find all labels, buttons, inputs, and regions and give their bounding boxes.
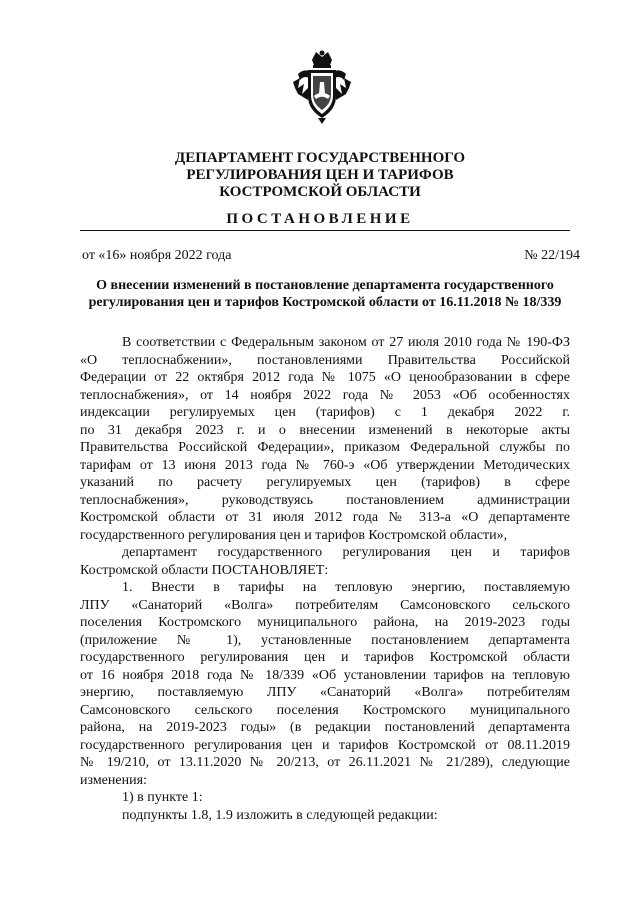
body-line: Правительства Российской Федерации», приказом Федеральной службы по	[80, 440, 570, 455]
department-name-line-3: КОСТРОМСКОЙ ОБЛАСТИ	[219, 184, 421, 200]
body-line: изменения:	[80, 772, 147, 788]
body-line: государственного регулирования цен и тарифов Костромской от 08.11.2019	[80, 737, 570, 753]
body-line: района, на 2019-2023 годы» (в редакции постановлений департамента	[80, 720, 570, 735]
body-line: Федерации от 22 октября 2012 года № 1075 «О ценообразовании в сфере	[80, 370, 570, 385]
document-number: № 22/194	[524, 248, 580, 263]
document-body	[80, 334, 570, 824]
body-line: теплоснабжения», от 14 ноября 2022 года № 2053 «Об особенностях	[80, 387, 570, 403]
body-line: тарифам от 13 июня 2013 года № 760-э «Об утверждении Методических	[80, 457, 570, 473]
body-line: указаний по расчету регулируемых цен (тарифов) в сфере	[80, 475, 570, 490]
body-line: 1) в пункте 1:	[122, 790, 203, 805]
body-line: Самсоновского сельского поселения Костромского муниципального	[80, 702, 570, 718]
subject-line-1: О внесении изменений в постановление департамента государственного	[96, 278, 554, 293]
body-line: ЛПУ «Санаторий «Волга» потребителям Самсоновского сельского	[80, 597, 570, 613]
body-line: государственного регулирования цен и тарифов Костромской области»,	[80, 527, 508, 543]
body-line: от 16 ноября 2018 года № 18/339 «Об установлении тарифов на тепловую	[80, 667, 570, 683]
body-line: Костромской области от 31 июля 2012 года № 313-а «О департаменте	[80, 510, 570, 525]
body-line: «О теплоснабжении», постановлениями Правительства Российской	[80, 352, 570, 368]
department-name-line-1: ДЕПАРТАМЕНТ ГОСУДАРСТВЕННОГО	[174, 150, 466, 166]
title-underline	[80, 230, 570, 231]
body-line: поселения Костромского муниципального района, на 2019-2023 годы	[80, 615, 570, 630]
body-line: по 31 декабря 2023 г. и о внесении изменений в некоторые акты	[80, 422, 570, 438]
body-line: В соответствии с Федеральным законом от 27 июля 2010 года № 190-ФЗ	[122, 335, 570, 350]
coat-of-arms-icon	[290, 48, 354, 124]
subject-line-2: регулирования цен и тарифов Костромской области от 16.11.2018 № 18/339	[88, 295, 562, 310]
body-line: государственного регулирования цен и тарифов Костромской области	[80, 650, 570, 665]
document-date: от «16» ноября 2022 года	[82, 248, 232, 263]
body-line: энергию, поставляемую ЛПУ «Санаторий «Волга» потребителям	[80, 685, 570, 700]
body-line: департамент государственного регулирования цен и тарифов	[122, 545, 570, 560]
body-line: (приложение № 1), установленные постановлением департамента	[80, 632, 570, 648]
document-type-title: ПОСТАНОВЛЕНИЕ	[226, 211, 414, 227]
body-line: индексации регулируемых цен (тарифов) с 1 декабря 2022 г.	[80, 405, 570, 420]
body-line: подпункты 1.8, 1.9 изложить в следующей редакции:	[122, 807, 438, 823]
body-line: 1. Внести в тарифы на тепловую энергию, поставляемую	[122, 580, 570, 595]
body-line: № 19/210, от 13.11.2020 № 20/213, от 26.11.2021 № 21/289), следующие	[80, 755, 570, 770]
body-line: Костромской области ПОСТАНОВЛЯЕТ:	[80, 562, 329, 578]
body-line: теплоснабжения», руководствуясь постановлением администрации	[80, 492, 570, 508]
department-name-line-2: РЕГУЛИРОВАНИЯ ЦЕН И ТАРИФОВ	[186, 167, 454, 183]
